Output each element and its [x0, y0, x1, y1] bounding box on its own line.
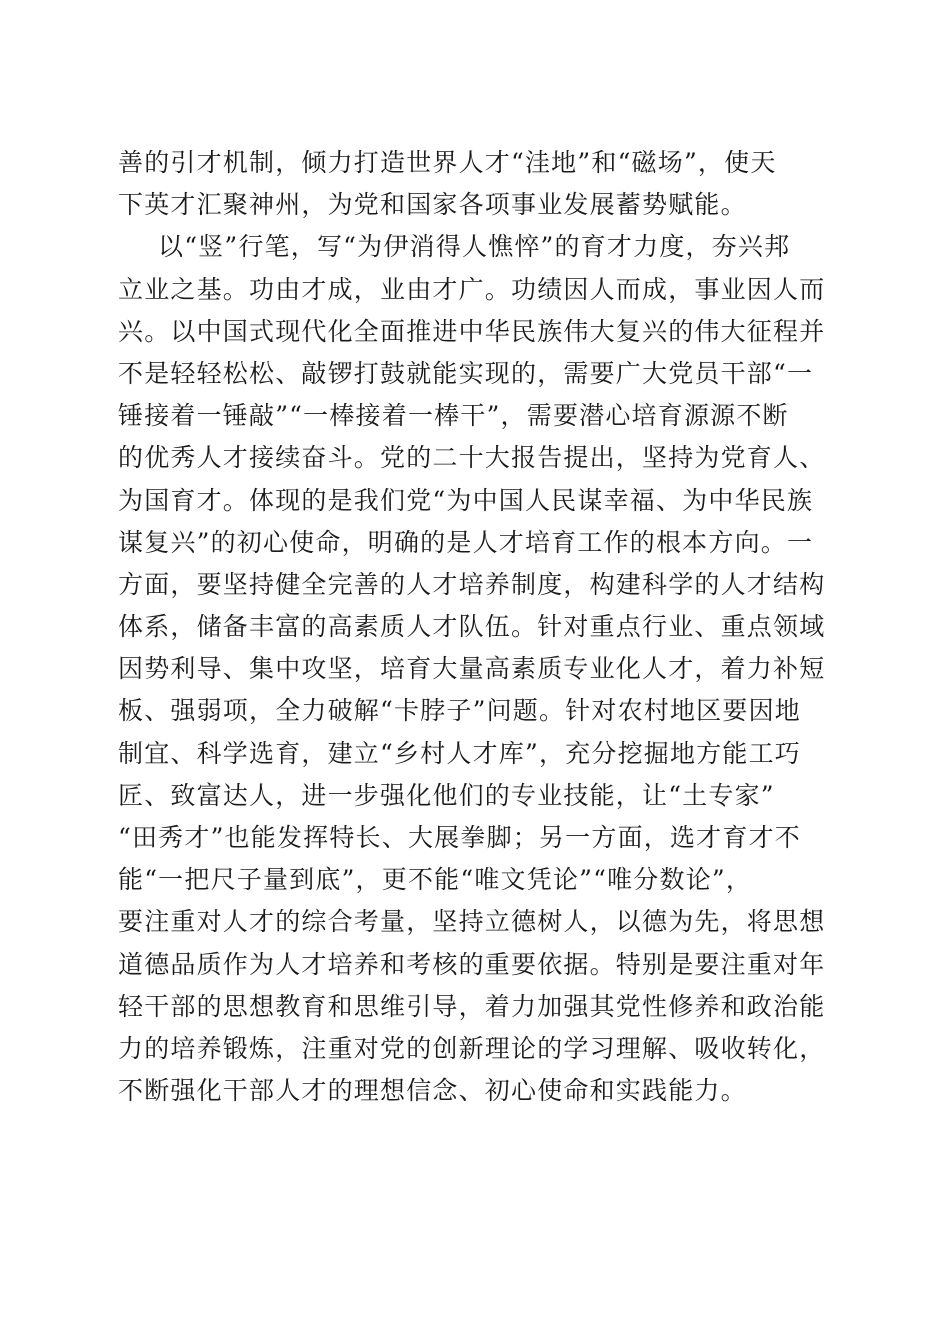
text-line: 道德品质作为人才培养和考核的重要依据。特别是要注重对年: [118, 949, 826, 979]
text-line: 轻干部的思想教育和思维引导，着力加强其党性修养和政治能: [118, 991, 826, 1021]
body-text: [118, 142, 830, 1112]
text-line: 锤接着一锤敲”“一棒接着一棒干”，需要潜心培育源源不断: [118, 401, 789, 431]
paragraph-start-line: 以“竖”行笔，写“为伊消得人憔悴”的育才力度，夯兴邦: [158, 232, 791, 262]
text-line: 方面，要坚持健全完善的人才培养制度，构建科学的人才结构: [118, 569, 826, 599]
text-line: “田秀才”也能发挥特长、大展拳脚；另一方面，选才育才不: [118, 823, 801, 852]
text-line: 谋复兴”的初心使命，明确的是人才培育工作的根本方向。一: [118, 527, 814, 557]
text-line: 兴。以中国式现代化全面推进中华民族伟大复兴的伟大征程并: [118, 316, 826, 346]
text-line: 不断强化干部人才的理想信念、初心使命和实践能力。: [118, 1076, 747, 1106]
text-line: 匠、致富达人，进一步强化他们的专业技能，让“土专家”: [118, 780, 775, 810]
text-line: 立业之基。功由才成，业由才广。功绩因人而成，事业因人而: [118, 274, 826, 304]
text-line: 能“一把尺子量到底”，更不能“唯文凭论”“唯分数论”，: [118, 865, 753, 895]
text-line: 善的引才机制，倾力打造世界人才“洼地”和“磁场”，使天: [118, 148, 777, 177]
text-line: 力的培养锻炼，注重对党的创新理论的学习理解、吸收转化，: [118, 1033, 826, 1063]
text-line: 不是轻轻松松、敲锣打鼓就能实现的，需要广大党员干部“一: [118, 358, 814, 388]
text-line: 因势利导、集中攻坚，培育大量高素质专业化人才，着力补短: [118, 654, 826, 684]
text-line: 要注重对人才的综合考量，坚持立德树人，以德为先，将思想: [118, 907, 826, 937]
text-line: 体系，储备丰富的高素质人才队伍。针对重点行业、重点领域: [118, 612, 826, 642]
text-line: 制宜、科学选育，建立“乡村人才库”，充分挖掘地方能工巧: [118, 738, 801, 768]
text-line: 板、强弱项，全力破解“卡脖子”问题。针对农村地区要因地: [118, 696, 801, 726]
text-line: 的优秀人才接续奋斗。党的二十大报告提出，坚持为党育人、: [118, 443, 826, 473]
text-line: 下英才汇聚神州，为党和国家各项事业发展蓄势赋能。: [118, 190, 747, 220]
text-line: 为国育才。体现的是我们党“为中国人民谋幸福、为中华民族: [118, 485, 814, 515]
